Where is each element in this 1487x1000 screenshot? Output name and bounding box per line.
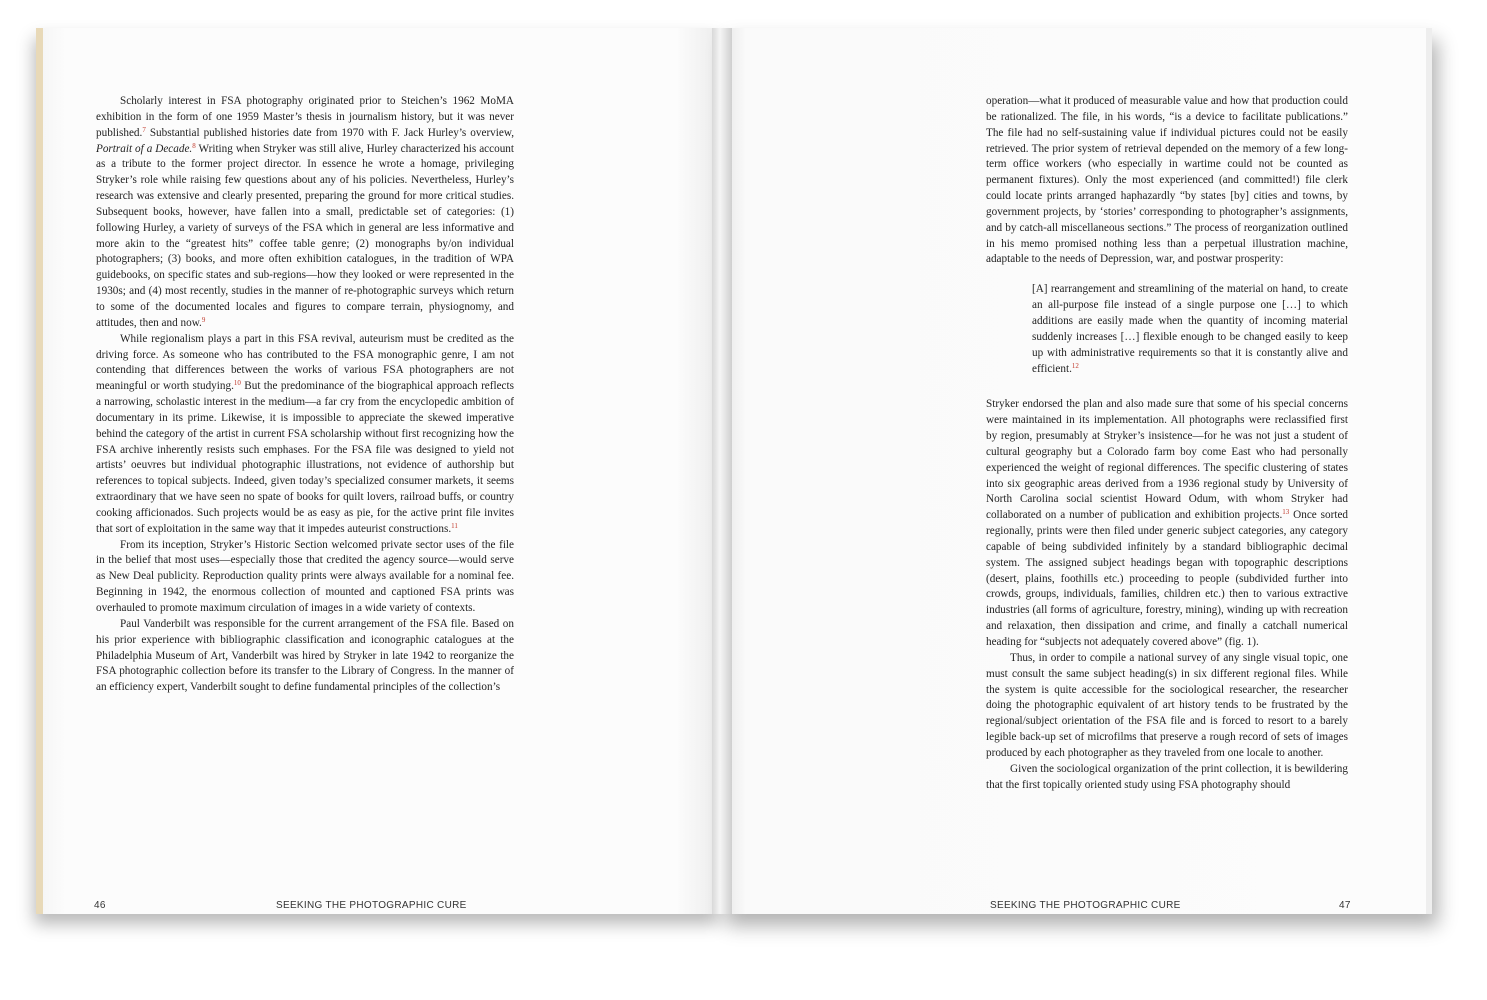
text-run: Writing when Stryker was still alive, Hurley characterized his account as a tribute to the former project director. In essence he wrote a homage, privileging Stryker’s role while raising few questions about any of his policies. Nevertheless, Hurley’s research was extensive and clearly presented, preparing the ground for more critical studies. Subsequent books, however, have fallen into a small, predictable set of categories: (1) following Hurley, a variety of surveys of the FSA which in general are less informative and more akin to the “greatest hits” coffee table genre; (2) monographs by/on individual photographers; (3) books, and more often exhibition catalogues, in the tradition of WPA guidebooks, on specific states and sub-regions—how they looked or were represented in the 1930s; and (4) most recently, studies in the manner of re-photographic surveys which return to some of the documented locales and figures to compare terrain, physiognomy, and attitudes, then and now.: [96, 142, 515, 329]
right-paragraph-2: [986, 397, 1348, 651]
right-paragraph-4: [986, 762, 1348, 794]
running-head-left: SEEKING THE PHOTOGRAPHIC CURE: [276, 900, 467, 911]
text-run: operation—what it produced of measurable value and how that production could be rationalized. The file, in his words, “is a device to facilitate publications.” The file had no self-sustaining value if individual pictures could not be easily retrieved. The prior system of retrieval depended on the memory of a few long-term office workers (who especially in wartime could not be counted as permanent fixtures). Only the most experienced (and committed!) file clerk could locate prints arranged haphazardly “by states [by] cities and towns, by government projects, by ‘stories’ corresponding to photographer’s assignments, and by catch-all miscellaneous sections.” The process of reorganization outlined in his memo promised nothing less than a perpetual illustration machine, adaptable to the needs of Depression, war, and postwar prosperity:: [986, 95, 1348, 266]
left-paragraph-1: [96, 94, 514, 332]
left-page: [36, 28, 720, 914]
right-paragraph-1: [986, 94, 1348, 268]
left-page-body-text: [96, 94, 514, 696]
text-run: Stryker endorsed the plan and also made sure that some of his special concerns were maintained in its implementation. All photographs were reclassified first by region, presumably at Stryker’s insistence—for he was not just a student of cultural geography but a Colorado farm boy come East who had personally experienced the weight of regional differences. The specific clustering of states into six geographic areas derived from a 1936 regional study by University of North Carolina social scientist Howard Odum, with whom Stryker had collaborated on a number of publication and exhibition projects.: [986, 398, 1348, 522]
text-run: While regionalism plays a part in this FSA revival, auteurism must be credited as the driving force. As someone who has contributed to the FSA monographic genre, I am not contending that differences between the works of various FSA photographers are not meaningful or worth studying.: [96, 332, 514, 393]
footnote-ref: 12: [1071, 361, 1079, 370]
text-run: Scholarly interest in FSA photography originated prior to Steichen’s 1962 MoMA exhibition in the form of one 1959 Master’s thesis in journalism history, but it was never published.: [96, 95, 514, 139]
footnote-ref: 7: [142, 125, 146, 134]
text-run: Paul Vanderbilt was responsible for the current arrangement of the FSA file. Based on his prior experience with bibliographic classification and iconographic catalogues at the Philadelphia Museum of Art, Vanderbilt was hired by Stryker in late 1942 to reorganize the FSA photographic collection before its transfer to the Library of Congress. In the manner of an efficiency expert, Vanderbilt sought to define fundamental principles of the collection’s: [96, 617, 514, 694]
footnote-ref: 8: [192, 141, 196, 150]
right-paragraph-3: [986, 651, 1348, 762]
page-number-left: 46: [94, 900, 106, 911]
block-quote: [1032, 282, 1348, 377]
text-run: Once sorted regionally, prints were then filed under generic subject categories, any category capable of being subdivided infinitely by a standard bibliographic decimal system. The assigned subject headings began with topographic descriptions (desert, plains, foothills etc.) proceeding to people (subdivided further into crowds, groups, individuals, families, children etc.) then to various extractive industries (all forms of agriculture, forestry, mining), winding up with recreation and relaxation, then dissipation and crime, and finally a catchall numerical heading for “subjects not adequately covered above” (fig. 1).: [986, 509, 1349, 648]
text-run: [A] rearrangement and streamlining of the material on hand, to create an all-purpose file instead of a single purpose one […] to which additions are easily made when the quantity of incoming material suddenly increases […] flexible enough to be changed easily to keep up with administrative requirements so that it is constantly alive and efficient.: [1032, 283, 1348, 375]
left-paragraph-4: [96, 617, 514, 696]
text-run: Substantial published histories date from 1970 with F. Jack Hurley’s overview,: [145, 126, 514, 139]
footnote-ref: 13: [1282, 508, 1290, 517]
running-head-right: SEEKING THE PHOTOGRAPHIC CURE: [990, 900, 1181, 911]
page-number-right: 47: [1339, 900, 1351, 911]
text-run: From its inception, Stryker’s Historic Section welcomed private sector uses of the file in the belief that most uses—especially those that credited the agency source—would serve as New Deal publicity. Reproduction quality prints were always available for a nominal fee. Beginning in 1942, the enormous collection of mounted and captioned FSA prints was overhauled to promote maximum circulation of images in a wide variety of contexts.: [96, 538, 514, 614]
text-run: Given the sociological organization of the print collection, it is bewildering that the first topically oriented study using FSA photography should: [986, 762, 1348, 791]
footnote-ref: 10: [233, 379, 241, 388]
right-page-body-text: [986, 94, 1348, 793]
right-page: [720, 28, 1432, 914]
footnote-ref: 9: [201, 315, 206, 324]
text-run: Thus, in order to compile a national survey of any single visual topic, one must consult the same subject heading(s) in six different regional files. While the system is quite accessible for the sociological researcher, the researcher doing the photographic equivalent of art history tends to be frustrated by the regional/subject orientation of the FSA file and is forced to resort to a barely legible back-up set of microfilms that preserve a rough record of sets of images produced by each photographer as they traveled from one locale to another.: [986, 651, 1348, 759]
text-run: But the predominance of the biographical approach reflects a narrowing, scholastic interest in the medium—a far cry from the encyclopedic ambition of documentary in its prime. Likewise, it is impossible to appreciate the skewed imperative behind the category of the artist in current FSA scholarship without first recognizing how the FSA archive inherently resists such emphases. For the FSA file was designed to yield not artists’ oeuvres but individual photographic illustrations, not evidence of authorship but references to topical subjects. Indeed, given today’s specialized consumer markets, it seems extraordinary that we have seen no spate of books for quilt lovers, railroad buffs, or country cooking afficionados. Such projects would be as easy as pie, for the active print file invites that sort of exploitation in the same way that it impedes auteurist constructions.: [96, 380, 514, 535]
left-paragraph-3: [96, 538, 514, 617]
footnote-ref: 11: [451, 521, 458, 530]
book-gutter: [712, 28, 732, 914]
left-paragraph-2: [96, 332, 514, 538]
italic-title: Portrait of a Decade.: [96, 142, 193, 155]
